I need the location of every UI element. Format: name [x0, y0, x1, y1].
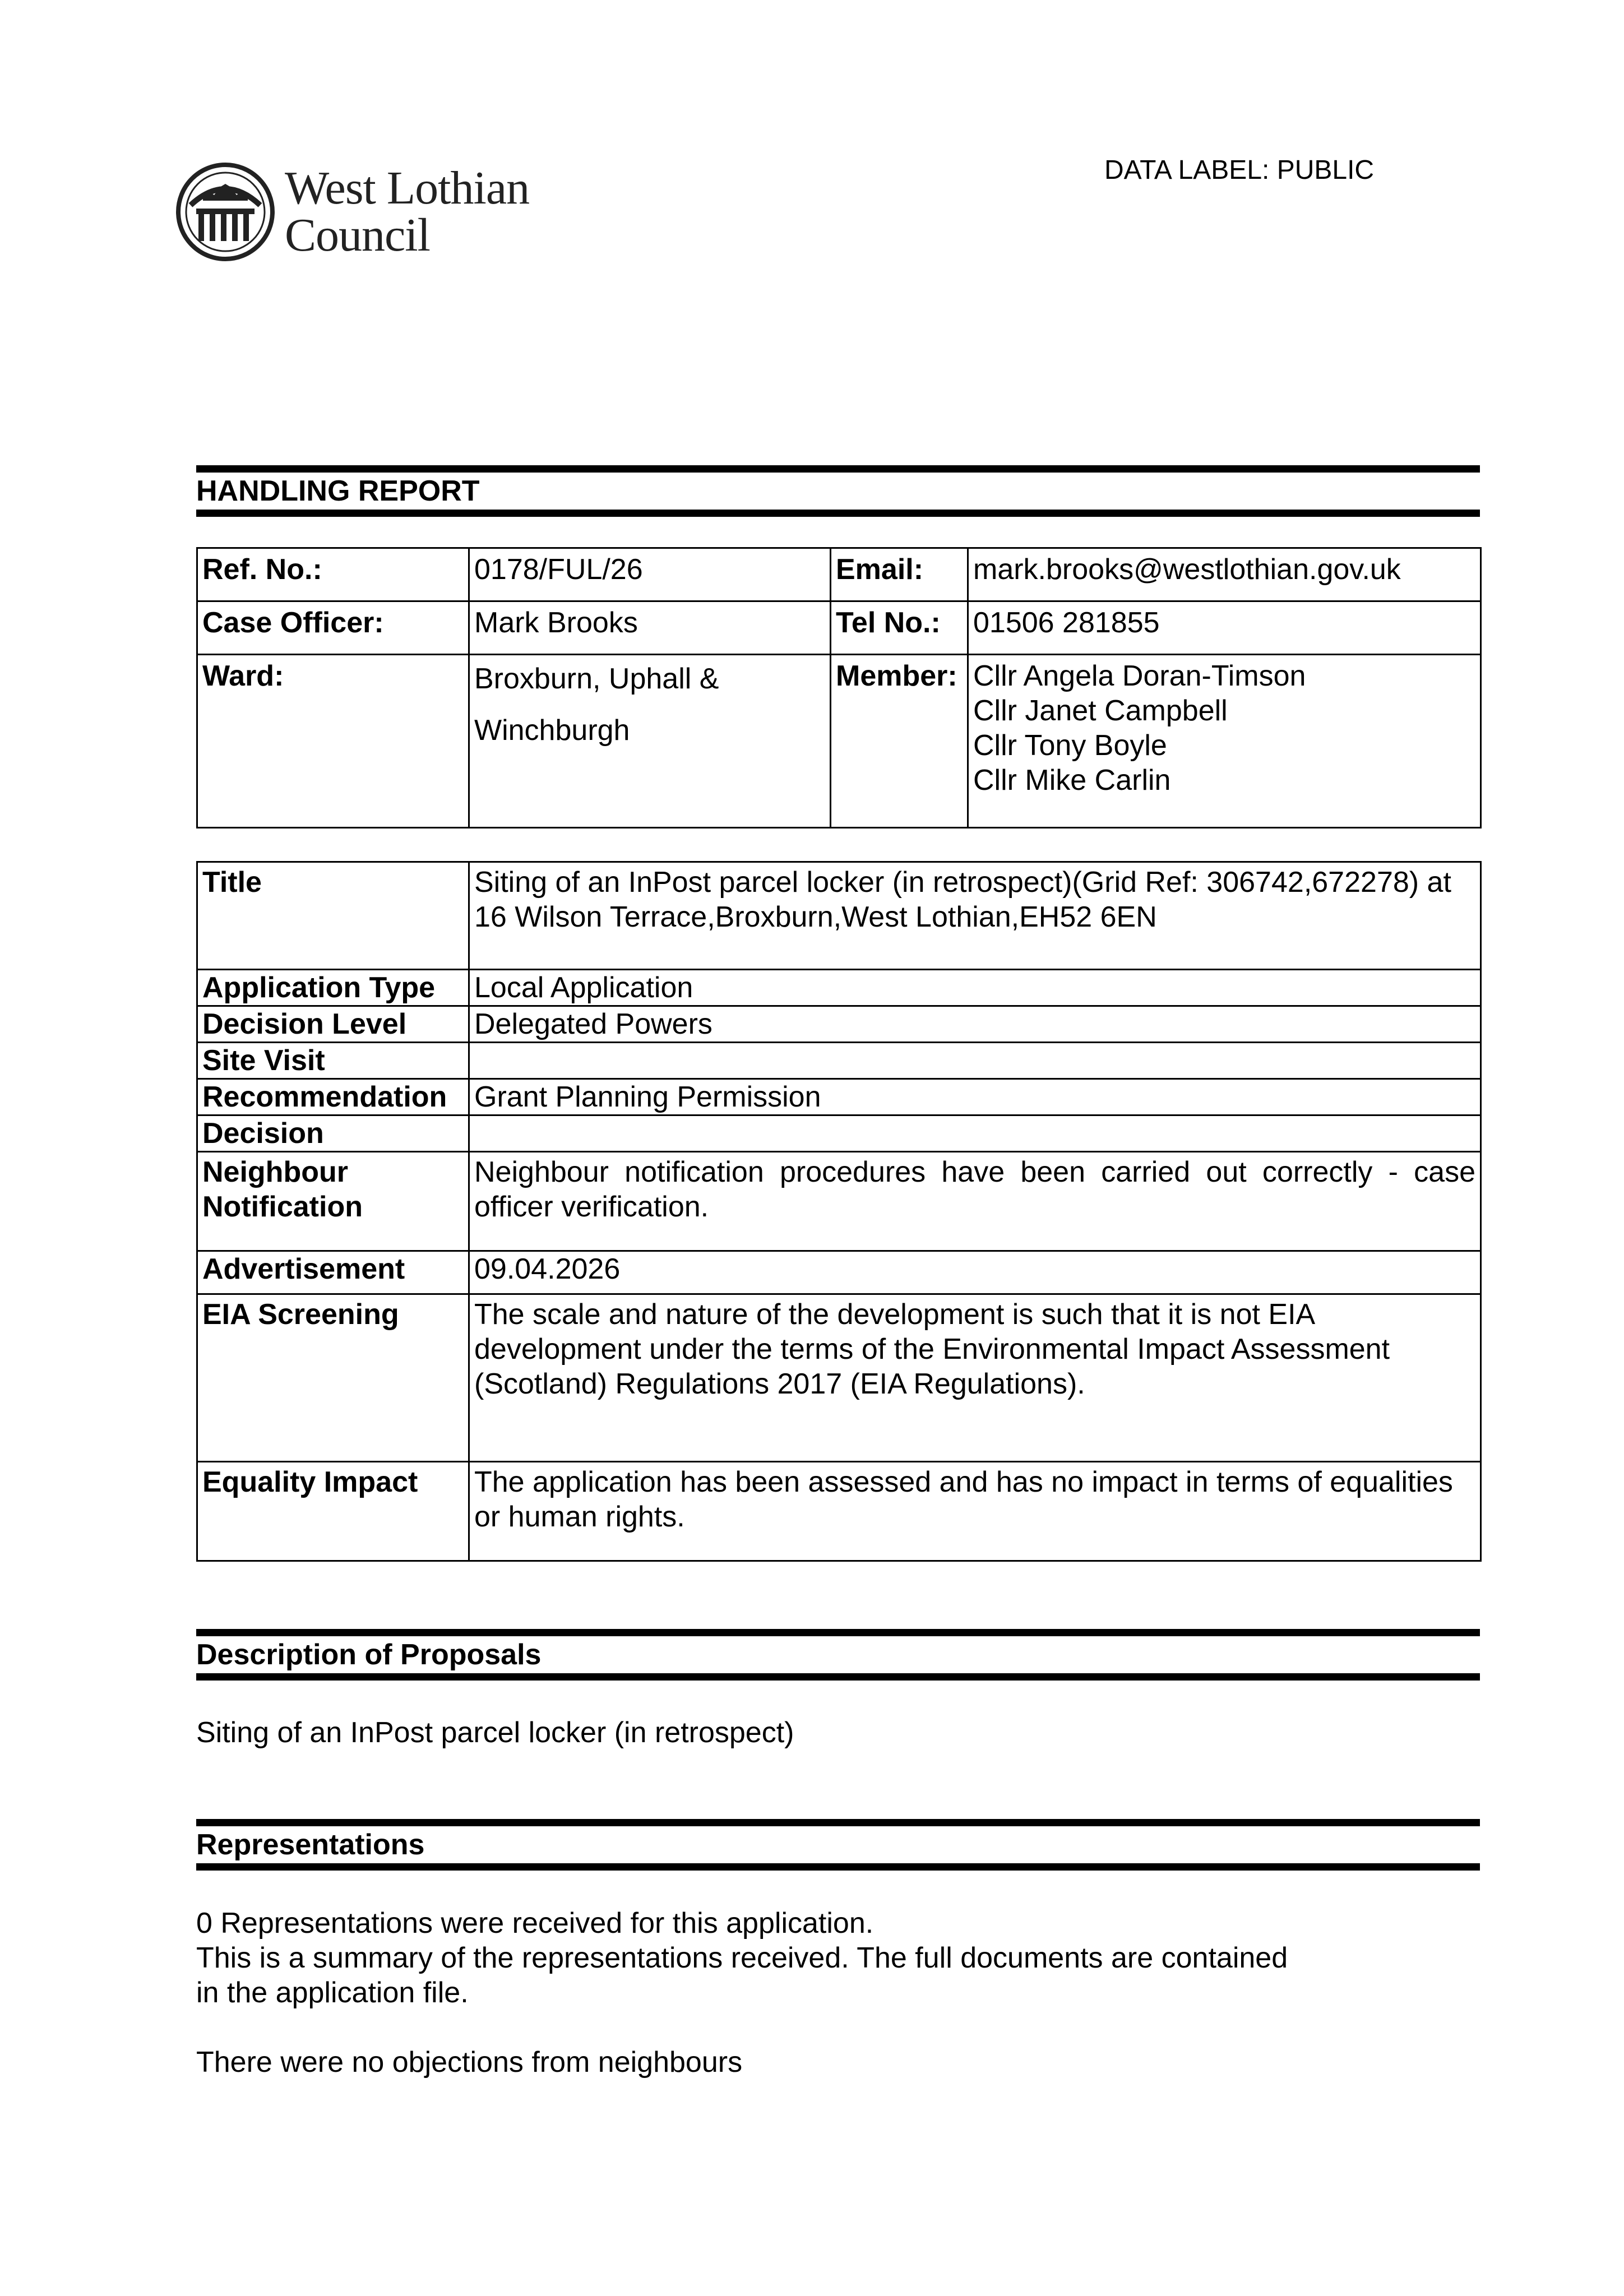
table-row — [197, 1115, 1481, 1152]
table-row — [197, 1006, 1481, 1043]
tel-value: 01506 281855 — [968, 601, 1481, 655]
section-title: Representations — [196, 1829, 425, 1861]
advertisement-label: Advertisement — [197, 1251, 469, 1294]
data-label: DATA LABEL: PUBLIC — [1104, 155, 1375, 185]
application-type-label: Application Type — [197, 970, 469, 1006]
decision-value — [469, 1115, 1481, 1152]
rule-bottom — [196, 510, 1480, 517]
ward-line-2: Winchburgh — [474, 714, 630, 747]
description-line: Siting of an InPost parcel locker (in retrospect) — [196, 1716, 794, 1749]
representations-line: 0 Representations were received for this application. — [196, 1907, 874, 1939]
rule-bottom — [196, 1673, 1480, 1681]
recommendation-label: Recommendation — [197, 1079, 469, 1115]
tel-label: Tel No.: — [831, 601, 968, 655]
site-visit-label: Site Visit — [197, 1043, 469, 1079]
member-item: Cllr Janet Campbell — [973, 695, 1228, 727]
recommendation-value: Grant Planning Permission — [469, 1079, 1481, 1115]
eia-screening-label: EIA Screening — [197, 1294, 469, 1462]
member-item: Cllr Mike Carlin — [973, 764, 1171, 797]
representations-heading — [196, 1819, 1480, 1871]
equality-impact-value: The application has been assessed and has no impact in terms of equalities or human rights. — [469, 1462, 1481, 1561]
logo-line-2: Council — [285, 209, 430, 261]
ref-label: Ref. No.: — [197, 548, 469, 601]
rule-top — [196, 1629, 1480, 1636]
eia-screening-value: The scale and nature of the development is such that it is not EIA development under the terms of the Environmental Impact Assessment (Scotland) Regulations 2017 (EIA Regulations). — [469, 1294, 1481, 1462]
decision-label: Decision — [197, 1115, 469, 1152]
equality-impact-label: Equality Impact — [197, 1462, 469, 1561]
decision-level-label: Decision Level — [197, 1006, 469, 1043]
rule-top — [196, 465, 1480, 473]
blank-line — [196, 2010, 1480, 2045]
decision-level-value: Delegated Powers — [469, 1006, 1481, 1043]
table-row — [197, 862, 1481, 970]
section-title: HANDLING REPORT — [196, 475, 480, 507]
case-officer-value: Mark Brooks — [469, 601, 831, 655]
member-label: Member: — [831, 655, 968, 828]
details-table — [196, 861, 1482, 1562]
member-list — [968, 655, 1481, 828]
representations-line: This is a summary of the representations received. The full documents are contained — [196, 1942, 1288, 1974]
section-title: Description of Proposals — [196, 1638, 542, 1671]
ref-value: 0178/FUL/26 — [469, 548, 831, 601]
logo-line-1: West Lothian — [285, 162, 530, 214]
ward-label: Ward: — [197, 655, 469, 828]
rule-bottom — [196, 1863, 1480, 1871]
table-row — [197, 548, 1481, 601]
table-row — [197, 970, 1481, 1006]
ward-line-1: Broxburn, Uphall & — [474, 663, 719, 695]
contact-table — [196, 547, 1482, 828]
email-label: Email: — [831, 548, 968, 601]
representations-text — [196, 1906, 1480, 2080]
email-value: mark.brooks@westlothian.gov.uk — [968, 548, 1481, 601]
member-item: Cllr Tony Boyle — [973, 729, 1167, 762]
representations-line: There were no objections from neighbours — [196, 2046, 743, 2079]
case-officer-label: Case Officer: — [197, 601, 469, 655]
title-value: Siting of an InPost parcel locker (in retrospect)(Grid Ref: 306742,672278) at 16 Wilson Terrace,Broxburn,West Lothian,EH52 6EN — [469, 862, 1481, 970]
table-row — [197, 655, 1481, 828]
table-row — [197, 1462, 1481, 1561]
description-heading — [196, 1629, 1480, 1681]
handling-report-heading — [196, 465, 1480, 517]
title-label: Title — [197, 862, 469, 970]
table-row — [197, 1294, 1481, 1462]
table-row — [197, 1079, 1481, 1115]
member-item: Cllr Angela Doran-Timson — [973, 660, 1306, 692]
council-crest-icon — [175, 161, 276, 262]
logo-wordmark — [285, 162, 530, 261]
council-logo — [175, 161, 556, 268]
advertisement-value: 09.04.2026 — [469, 1251, 1481, 1294]
rule-top — [196, 1819, 1480, 1826]
site-visit-value — [469, 1043, 1481, 1079]
neighbour-notification-value: Neighbour notification procedures have been carried out correctly - case officer verification. — [469, 1152, 1481, 1251]
table-row — [197, 1043, 1481, 1079]
table-row — [197, 1251, 1481, 1294]
ward-value — [469, 655, 831, 828]
description-text — [196, 1715, 1480, 1750]
application-type-value: Local Application — [469, 970, 1481, 1006]
table-row — [197, 601, 1481, 655]
table-row — [197, 1152, 1481, 1251]
representations-line: in the application file. — [196, 1976, 469, 2009]
neighbour-notification-label: Neighbour Notification — [197, 1152, 469, 1251]
